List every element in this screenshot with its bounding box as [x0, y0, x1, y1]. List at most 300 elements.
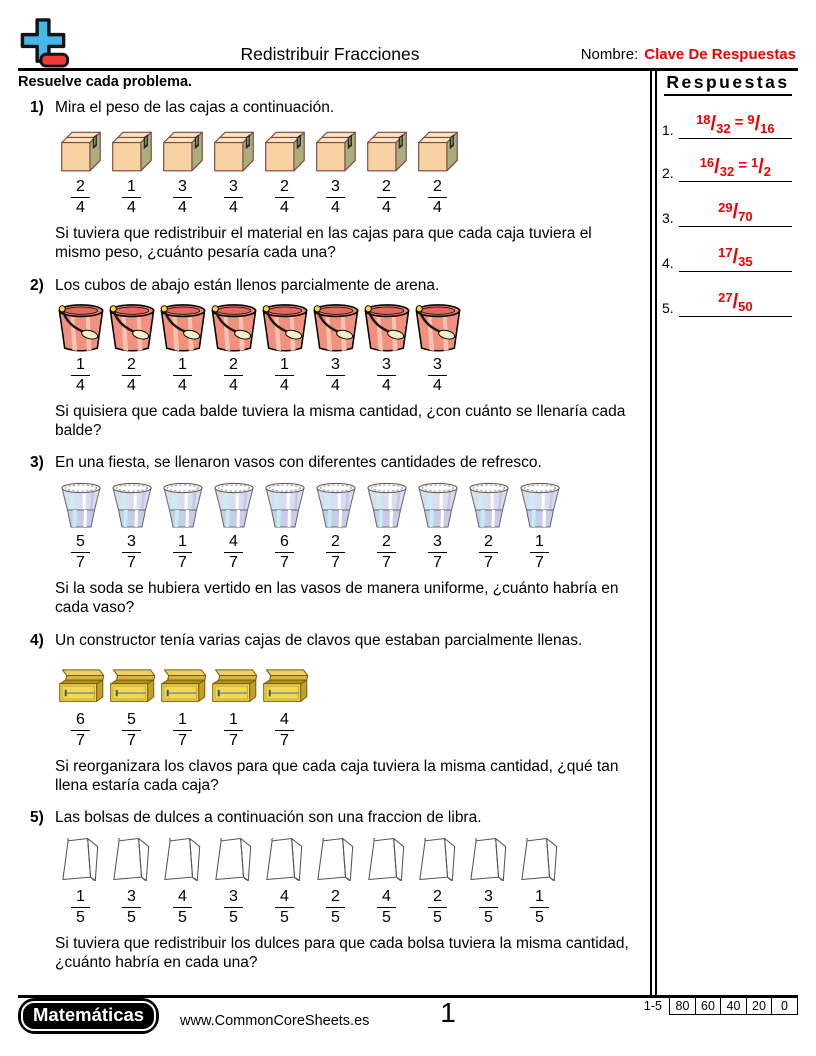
fraction-item	[310, 832, 361, 927]
fraction-item	[310, 122, 361, 217]
bag-icon	[111, 833, 153, 885]
fraction-numerator: 5	[71, 533, 90, 553]
cup-icon	[161, 480, 205, 530]
icon-slot	[519, 832, 561, 885]
fraction-numerator: 4	[275, 711, 294, 731]
problem-head	[30, 453, 636, 472]
fraction-numerator: 3	[173, 178, 192, 198]
cup-icon	[467, 480, 511, 530]
fraction-item	[412, 832, 463, 927]
fraction-item	[259, 832, 310, 927]
fraction-numerator: 1	[173, 711, 192, 731]
cup-icon	[212, 480, 256, 530]
icon-slot	[261, 122, 308, 175]
fraction-numerator: 3	[479, 888, 498, 908]
fraction-denominator: 7	[382, 553, 391, 571]
fraction-item	[361, 122, 412, 217]
fraction-denominator: 5	[76, 908, 85, 926]
stacked-fraction	[122, 711, 141, 750]
answer-row	[662, 152, 792, 182]
stacked-fraction	[377, 888, 396, 927]
stacked-fraction	[224, 178, 243, 217]
fraction-denominator: 4	[331, 376, 340, 394]
fraction-item	[412, 122, 463, 217]
icon-slot	[518, 477, 562, 530]
fraction-denominator: 7	[127, 553, 136, 571]
fraction-item	[157, 122, 208, 217]
fraction-numerator: 4	[377, 888, 396, 908]
answer-fraction	[700, 157, 735, 180]
fraction-numerator: 1	[530, 888, 549, 908]
fraction-numerator: 16	[699, 155, 715, 170]
fraction-numerator: 2	[428, 178, 447, 198]
fraction-numerator: 3	[377, 356, 396, 376]
answer-fraction	[696, 114, 731, 137]
stacked-fraction	[122, 356, 141, 395]
box-icon	[414, 129, 461, 175]
fraction-item	[157, 655, 208, 750]
fraction-item	[157, 477, 208, 572]
fraction-item	[361, 477, 412, 572]
equals-sign: =	[734, 114, 744, 131]
fraction-numerator: 27	[718, 290, 733, 305]
fraction-denominator: 5	[229, 908, 238, 926]
fraction-numerator: 1	[224, 711, 243, 731]
fraction-denominator: 70	[738, 209, 753, 224]
fraction-numerator: 4	[275, 888, 294, 908]
fraction-numerator: 2	[224, 356, 243, 376]
items-row	[55, 655, 636, 750]
instruction-text: Resuelve cada problema.	[18, 74, 193, 90]
brand-logo	[18, 998, 159, 1034]
fraction-denominator: 7	[127, 731, 136, 749]
cup-icon	[365, 480, 409, 530]
fraction-item	[463, 832, 514, 927]
fraction-denominator: 4	[76, 376, 85, 394]
bag-icon	[162, 833, 204, 885]
bag-icon	[213, 833, 255, 885]
icon-slot	[57, 300, 105, 353]
fraction-item	[514, 477, 565, 572]
stacked-fraction	[71, 888, 90, 927]
plus-minus-logo-icon	[16, 16, 72, 69]
fraction-numerator: 2	[326, 888, 345, 908]
fraction-item	[55, 300, 106, 395]
bag-icon	[264, 833, 306, 885]
answer-number-label: 4.	[662, 255, 674, 271]
fraction-denominator: 5	[280, 908, 289, 926]
nailbox-icon	[260, 667, 310, 708]
problem-question: Si tuviera que redistribuir el material en las cajas para que cada caja tuviera el mismo peso, ¿cuánto pesaría cada una?	[55, 224, 592, 261]
problem-2	[30, 276, 636, 440]
fraction-numerator: 1	[530, 533, 549, 553]
problem-head	[30, 631, 636, 650]
score-cell: 80	[669, 997, 696, 1015]
bucket-icon	[108, 301, 156, 353]
problem-head	[30, 98, 636, 117]
stacked-fraction	[428, 888, 447, 927]
header-rule	[18, 68, 798, 71]
items-row	[55, 300, 636, 395]
problem-prompt: En una fiesta, se llenaron vasos con diferentes cantidades de refresco.	[55, 454, 542, 471]
box-icon	[261, 129, 308, 175]
answers-divider	[650, 68, 657, 995]
fraction-denominator: 50	[738, 299, 753, 314]
box-icon	[108, 129, 155, 175]
fraction-denominator: 7	[280, 731, 289, 749]
fraction-numerator: 1	[275, 356, 294, 376]
fraction-item	[514, 832, 565, 927]
problem-question: Si tuviera que redistribuir los dulces para que cada bolsa tuviera la misma cantidad, ¿cuánto habría en cada una?	[55, 934, 629, 971]
bucket-icon	[261, 301, 309, 353]
fraction-numerator: 2	[122, 356, 141, 376]
fraction-item	[208, 832, 259, 927]
icon-slot	[363, 122, 410, 175]
fraction-denominator: 32	[716, 121, 731, 136]
icon-slot	[162, 832, 204, 885]
fraction-denominator: 4	[382, 376, 391, 394]
fraction-denominator: 7	[178, 731, 187, 749]
fraction-denominator: 4	[76, 198, 85, 216]
fraction-item	[55, 832, 106, 927]
problem-4	[30, 631, 636, 795]
cup-icon	[314, 480, 358, 530]
fraction-denominator: 7	[229, 553, 238, 571]
stacked-fraction	[428, 178, 447, 217]
fraction-item	[208, 477, 259, 572]
stacked-fraction	[224, 533, 243, 572]
fraction-item	[208, 300, 259, 395]
score-cell: 20	[746, 997, 773, 1015]
fraction-denominator: 5	[178, 908, 187, 926]
answer-row	[662, 109, 792, 139]
stacked-fraction	[71, 711, 90, 750]
score-range-label: 1-5	[643, 999, 662, 1013]
fraction-denominator: 4	[382, 198, 391, 216]
fraction-item	[106, 655, 157, 750]
stacked-fraction	[173, 711, 192, 750]
fraction-item	[463, 477, 514, 572]
fraction-denominator: 5	[484, 908, 493, 926]
box-icon	[363, 129, 410, 175]
answer-row	[662, 197, 792, 227]
nailbox-icon	[209, 667, 259, 708]
icon-slot	[416, 477, 460, 530]
nailbox-icon	[56, 667, 106, 708]
fraction-item	[106, 300, 157, 395]
equals-sign: =	[738, 157, 747, 174]
score-table	[644, 997, 798, 1015]
fraction-slash: /	[732, 246, 739, 268]
stacked-fraction	[377, 533, 396, 572]
fraction-numerator: 1	[71, 356, 90, 376]
fraction-numerator: 3	[224, 888, 243, 908]
fraction-item	[157, 832, 208, 927]
bag-icon	[468, 833, 510, 885]
page-title: Redistribuir Fracciones	[240, 44, 420, 64]
stacked-fraction	[326, 533, 345, 572]
cup-icon	[518, 480, 562, 530]
stacked-fraction	[326, 356, 345, 395]
fraction-slash: /	[714, 156, 720, 178]
icon-slot	[60, 832, 102, 885]
stacked-fraction	[173, 888, 192, 927]
cup-icon	[59, 480, 103, 530]
fraction-denominator: 7	[229, 731, 238, 749]
stacked-fraction	[71, 178, 90, 217]
icon-slot	[366, 832, 408, 885]
fraction-item	[259, 655, 310, 750]
answer-number-label: 2.	[662, 165, 674, 181]
fraction-numerator: 3	[122, 888, 141, 908]
fraction-numerator: 29	[718, 200, 733, 215]
answer-blank-line	[679, 202, 792, 227]
fraction-numerator: 3	[224, 178, 243, 198]
icon-slot	[107, 655, 157, 708]
stacked-fraction	[122, 888, 141, 927]
fraction-item	[106, 477, 157, 572]
fraction-slash: /	[758, 156, 764, 178]
problem-number: 4)	[30, 632, 44, 649]
fraction-denominator: 35	[738, 254, 753, 269]
problem-head	[30, 808, 636, 827]
stacked-fraction	[275, 533, 294, 572]
bag-icon	[315, 833, 357, 885]
stacked-fraction	[173, 356, 192, 395]
items-row	[55, 122, 636, 217]
fraction-numerator: 1	[173, 356, 192, 376]
stacked-fraction	[428, 356, 447, 395]
fraction-item	[55, 655, 106, 750]
icon-slot	[158, 655, 208, 708]
fraction-item	[208, 655, 259, 750]
icon-slot	[315, 832, 357, 885]
fraction-item	[361, 832, 412, 927]
icon-slot	[59, 477, 103, 530]
fraction-denominator: 4	[229, 376, 238, 394]
fraction-denominator: 4	[331, 198, 340, 216]
fraction-denominator: 7	[178, 553, 187, 571]
fraction-denominator: 4	[280, 198, 289, 216]
problem-number: 5)	[30, 809, 44, 826]
fraction-numerator: 2	[377, 178, 396, 198]
fraction-numerator: 3	[428, 533, 447, 553]
fraction-numerator: 3	[326, 356, 345, 376]
fraction-item	[310, 477, 361, 572]
fraction-item	[310, 300, 361, 395]
stacked-fraction	[173, 178, 192, 217]
icon-slot	[261, 300, 309, 353]
cup-icon	[263, 480, 307, 530]
fraction-denominator: 4	[127, 198, 136, 216]
fraction-slash: /	[710, 113, 717, 135]
answers-title: Respuestas	[664, 72, 791, 96]
stacked-fraction	[275, 178, 294, 217]
icon-slot	[468, 832, 510, 885]
stacked-fraction	[224, 356, 243, 395]
problem-question: Si quisiera que cada balde tuviera la misma cantidad, ¿con cuánto se llenaría cada balde?	[55, 402, 626, 439]
fraction-numerator: 2	[377, 533, 396, 553]
stacked-fraction	[122, 178, 141, 217]
fraction-item	[259, 300, 310, 395]
fraction-denominator: 7	[76, 731, 85, 749]
problem-prompt: Un constructor tenía varias cajas de clavos que estaban parcialmente llenas.	[55, 632, 583, 649]
fraction-numerator: 17	[718, 245, 733, 260]
bucket-icon	[312, 301, 360, 353]
icon-slot	[209, 655, 259, 708]
stacked-fraction	[377, 356, 396, 395]
fraction-numerator: 4	[224, 533, 243, 553]
items-row	[55, 832, 636, 927]
fraction-numerator: 2	[479, 533, 498, 553]
problem-5	[30, 808, 636, 972]
answer-number-label: 5.	[662, 300, 674, 316]
cup-icon	[416, 480, 460, 530]
website-text: www.CommonCoreSheets.es	[180, 1013, 370, 1029]
fraction-denominator: 4	[178, 376, 187, 394]
stacked-fraction	[275, 711, 294, 750]
fraction-denominator: 4	[229, 198, 238, 216]
box-icon	[312, 129, 359, 175]
problem-1	[30, 98, 636, 262]
nailbox-icon	[158, 667, 208, 708]
problem-prompt: Los cubos de abajo están llenos parcialmente de arena.	[55, 277, 440, 294]
icon-slot	[414, 300, 462, 353]
stacked-fraction	[326, 178, 345, 217]
icon-slot	[264, 832, 306, 885]
answer-row	[662, 287, 792, 317]
stacked-fraction	[224, 711, 243, 750]
fraction-denominator: 7	[331, 553, 340, 571]
score-cell: 0	[771, 997, 798, 1015]
stacked-fraction	[122, 533, 141, 572]
icon-slot	[159, 300, 207, 353]
answer-number-label: 3.	[662, 210, 674, 226]
fraction-slash: /	[754, 113, 761, 135]
bucket-icon	[57, 301, 105, 353]
bag-icon	[60, 833, 102, 885]
icon-slot	[312, 300, 360, 353]
name-line	[581, 46, 796, 63]
bucket-icon	[159, 301, 207, 353]
stacked-fraction	[479, 533, 498, 572]
problem-prompt: Las bolsas de dulces a continuación son una fraccion de libra.	[55, 809, 482, 826]
icon-slot	[263, 477, 307, 530]
fraction-denominator: 4	[178, 198, 187, 216]
bucket-icon	[210, 301, 258, 353]
answer-number-label: 1.	[662, 122, 674, 138]
brand-name: Matemáticas	[21, 1001, 156, 1031]
stacked-fraction	[275, 356, 294, 395]
bag-icon	[417, 833, 459, 885]
fraction-denominator: 16	[760, 121, 775, 136]
fraction-denominator: 7	[535, 553, 544, 571]
bucket-icon	[363, 301, 411, 353]
fraction-denominator: 2	[763, 164, 771, 179]
icon-slot	[212, 477, 256, 530]
fraction-item	[106, 832, 157, 927]
fraction-item	[361, 300, 412, 395]
problem-question: Si reorganizara los clavos para que cada caja tuviera la misma cantidad, ¿qué tan llena estaría cada caja?	[55, 757, 619, 794]
fraction-numerator: 1	[750, 155, 759, 170]
fraction-numerator: 2	[71, 178, 90, 198]
answer-fraction	[718, 292, 753, 315]
fraction-item	[259, 122, 310, 217]
stacked-fraction	[173, 533, 192, 572]
stacked-fraction	[71, 356, 90, 395]
icon-slot	[56, 655, 106, 708]
icon-slot	[161, 477, 205, 530]
fraction-denominator: 7	[433, 553, 442, 571]
fraction-item	[259, 477, 310, 572]
fraction-denominator: 7	[76, 553, 85, 571]
icon-slot	[414, 122, 461, 175]
answer-blank-line	[679, 114, 792, 139]
cup-icon	[110, 480, 154, 530]
problem-number: 3)	[30, 454, 44, 471]
answer-fraction	[718, 247, 753, 270]
icon-slot	[108, 300, 156, 353]
icon-slot	[110, 477, 154, 530]
fraction-numerator: 3	[428, 356, 447, 376]
fraction-item	[412, 300, 463, 395]
stacked-fraction	[377, 178, 396, 217]
stacked-fraction	[428, 533, 447, 572]
fraction-denominator: 5	[331, 908, 340, 926]
fraction-item	[208, 122, 259, 217]
fraction-denominator: 4	[433, 198, 442, 216]
fraction-denominator: 4	[280, 376, 289, 394]
fraction-slash: /	[732, 201, 739, 223]
icon-slot	[467, 477, 511, 530]
bucket-icon	[414, 301, 462, 353]
fraction-numerator: 6	[71, 711, 90, 731]
problem-question: Si la soda se hubiera vertido en las vasos de manera uniforme, ¿cuánto habría en cada vaso?	[55, 579, 619, 616]
fraction-numerator: 2	[326, 533, 345, 553]
fraction-numerator: 1	[71, 888, 90, 908]
icon-slot	[312, 122, 359, 175]
fraction-denominator: 4	[433, 376, 442, 394]
answer-row	[662, 242, 792, 272]
score-cell: 40	[720, 997, 747, 1015]
icon-slot	[363, 300, 411, 353]
answers-panel	[658, 72, 798, 992]
stacked-fraction	[479, 888, 498, 927]
icon-slot	[365, 477, 409, 530]
fraction-denominator: 5	[433, 908, 442, 926]
fraction-item	[157, 300, 208, 395]
answer-key-label: Clave De Respuestas	[644, 46, 796, 63]
score-cell: 60	[695, 997, 722, 1015]
answer-blank-line	[679, 247, 792, 272]
fraction-denominator: 5	[382, 908, 391, 926]
answer-blank-line	[679, 292, 792, 317]
fraction-numerator: 1	[173, 533, 192, 553]
bag-icon	[366, 833, 408, 885]
fraction-numerator: 2	[428, 888, 447, 908]
fraction-denominator: 5	[127, 908, 136, 926]
fraction-denominator: 7	[484, 553, 493, 571]
name-label: Nombre:	[580, 46, 639, 63]
score-cells	[669, 997, 798, 1015]
box-icon	[57, 129, 104, 175]
answer-fraction	[718, 202, 753, 225]
icon-slot	[210, 122, 257, 175]
icon-slot	[111, 832, 153, 885]
box-icon	[159, 129, 206, 175]
icon-slot	[210, 300, 258, 353]
fraction-item	[55, 477, 106, 572]
